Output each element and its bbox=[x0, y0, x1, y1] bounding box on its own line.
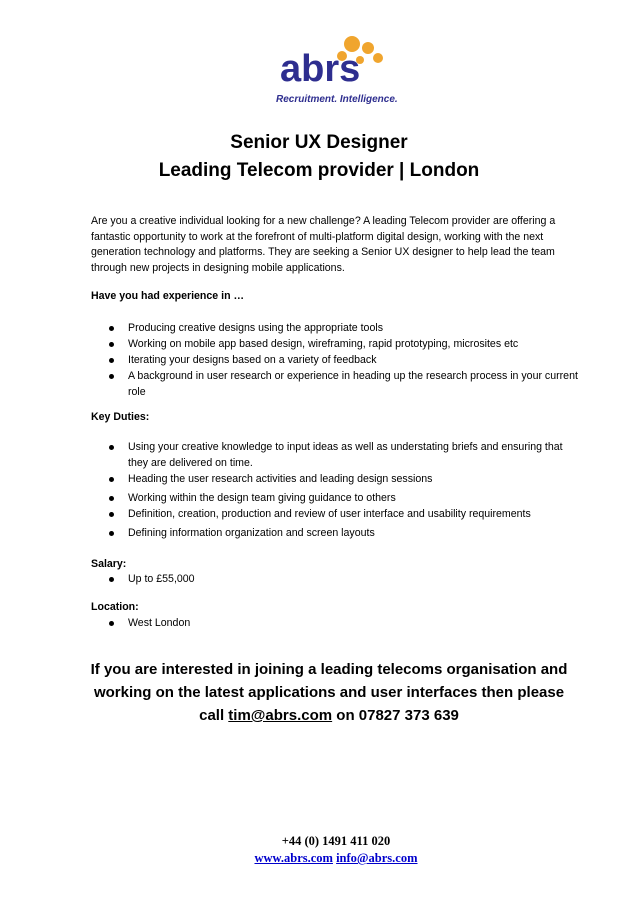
footer-phone: +44 (0) 1491 411 020 bbox=[281, 834, 391, 848]
logo-tagline: Recruitment. Intelligence. bbox=[276, 94, 398, 105]
key-duties-heading: Key Duties: bbox=[91, 411, 150, 423]
document-page: abrs Recruitment. Intelligence. Senior UX Designer Leading Telecom provider | London Are you a creative individual looking for a new challenge? A leading Telecom provider are offering a fantastic opportunity to work at the forefront of multi-platform digital design, working with the next generation technology and platforms. They are seeking a Senior UX designer to help lead the team through new projects in designing mobile applications. Have you had experience in … Producing creative designs using the appropriate tools Working on mobile app based design, wireframing, rapid prototyping, microsites etc Iterating your designs based on a variety of feedback A background in user research or experience in heading up the research process in your current role Key Duties: Using your creative knowledge to input ideas as well as understating briefs and ensuring that they are delivered on time. Heading the user research activities and leading design sessions Working within the design team giving guidance to others Definition, creation, production and review of user interface and usability requirements Defining information organization and screen layouts Salary: Up to £55,000 Location: West London If you are interested in joining a leading telecoms organisation and working on the latest applications and user interfaces then please call tim@abrs.com on 07827 373 639 +44 (0) 1491 411 020 www.abrs.com info@abrs.com bbox=[0, 0, 638, 903]
bullet-icon bbox=[109, 496, 114, 501]
bullet-icon bbox=[109, 577, 114, 582]
logo-name: abrs bbox=[280, 48, 361, 90]
email-link[interactable]: info@abrs.com bbox=[336, 851, 418, 865]
contact-email-link[interactable]: tim@abrs.com bbox=[228, 707, 333, 724]
experience-heading: Have you had experience in … bbox=[91, 290, 245, 302]
intro-paragraph: Are you a creative individual looking for a new challenge? A leading Telecom provider are offering a fantastic opportunity to work at the forefront of multi-platform digital design, working with the next generation technology and platforms. They are seeking a Senior UX designer to help lead the team through new projects in designing mobile applications. bbox=[91, 215, 556, 274]
bullet-icon bbox=[109, 477, 114, 482]
salary-heading: Salary: bbox=[91, 558, 127, 570]
bullet-icon bbox=[109, 512, 114, 517]
bullet-icon bbox=[109, 621, 114, 626]
job-title: Senior UX Designer bbox=[230, 132, 408, 153]
bullet-icon bbox=[109, 445, 114, 450]
call-to-action: If you are interested in joining a leading telecoms organisation and working on the latest applications and user interfaces then please call tim@abrs.com on 07827 373 639 bbox=[90, 661, 568, 724]
bullet-icon bbox=[109, 358, 114, 363]
job-subtitle: Leading Telecom provider | London bbox=[158, 160, 480, 181]
footer-links bbox=[0, 851, 638, 866]
abrs-logo bbox=[270, 40, 402, 112]
website-link[interactable]: www.abrs.com bbox=[254, 851, 333, 865]
bullet-icon bbox=[109, 531, 114, 536]
bullet-icon bbox=[109, 374, 114, 379]
bullet-icon bbox=[109, 326, 114, 331]
location-value: West London bbox=[128, 617, 191, 629]
location-heading: Location: bbox=[91, 601, 139, 613]
salary-value: Up to £55,000 bbox=[128, 573, 195, 585]
bullet-icon bbox=[109, 342, 114, 347]
